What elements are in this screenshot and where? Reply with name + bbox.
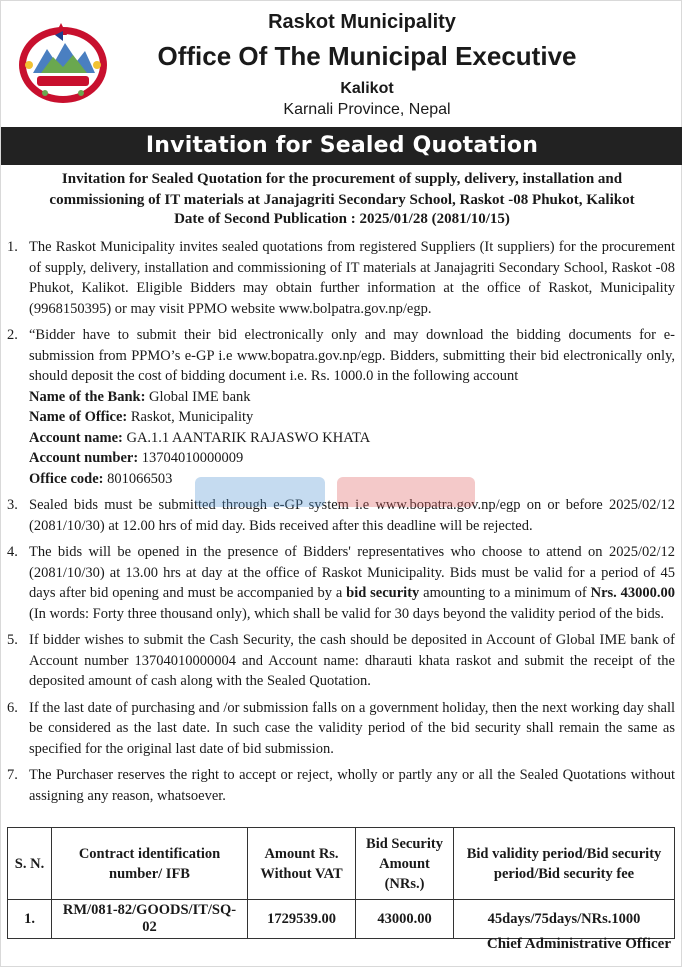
col-amount: Amount Rs. Without VAT <box>248 828 356 900</box>
col-validity: Bid validity period/Bid security period/Bid security fee <box>454 828 675 900</box>
signatory-title: Chief Administrative Officer <box>486 936 671 952</box>
notice-banner: Invitation for Sealed Quotation <box>1 127 682 165</box>
place-name: Kalikot <box>340 80 394 97</box>
notice-subtitle: Invitation for Sealed Quotation for the procurement of supply, delivery, installation and commissioning of IT materials at Janajagriti Secondary School, Raskot -08 Phukot, Kalikot <box>49 171 635 208</box>
clause-7: 7. The Purchaser reserves the right to accept or reject, wholly or partly any or all the Sealed Quotations without assigning any reason, whatsoever. <box>7 767 675 804</box>
bid-security-amount: Nrs. 43000.00 <box>590 585 675 601</box>
account-number-row: Account number: 13704010000009 <box>29 450 244 466</box>
publication-date: Date of Second Publication : 2025/01/28 (2081/10/15) <box>174 211 510 227</box>
table-row <box>8 900 675 939</box>
cell-bid-security: 43000.00 <box>356 900 454 939</box>
quotation-table <box>7 827 675 939</box>
account-details <box>29 387 675 490</box>
clause-5: 5. If bidder wishes to submit the Cash Security, the cash should be deposited in Account of Global IME bank of Account number 13704010000004 and Account name: dharauti khata raskot and submit the receipt of the deposited amount of cash along with the Sealed Quotation. <box>7 632 675 689</box>
cell-sn: 1. <box>8 900 52 939</box>
bank-name-row: Name of the Bank: Global IME bank <box>29 388 251 405</box>
account-name-row: Account name: GA.1.1 AANTARIK RAJASWO KHATA <box>29 429 371 446</box>
office-code-row: Office code: 801066503 <box>29 470 173 487</box>
clause-list <box>7 237 675 812</box>
municipality-name: Raskot Municipality <box>268 11 456 33</box>
province-name: Karnali Province, Nepal <box>283 101 451 118</box>
table-header-row <box>8 828 675 900</box>
header <box>1 1 682 127</box>
col-contract-id: Contract identification number/ IFB <box>52 828 248 900</box>
clause-2-text: “Bidder have to submit their bid electronically only and may download the bidding documents for e-submission from PPMO’s e-GP i.e www.bopatra.gov.np/egp. Bidders, submitting their bid electronically only, should deposit the cost of bidding document i.e. Rs. 1000.0 in the following account <box>29 327 675 384</box>
clause-1: 1. The Raskot Municipality invites sealed quotations from registered Suppliers (It suppliers) for the procurement of supply, delivery, installation and commissioning of IT materials at Janajagriti Secondary School, Raskot -08 Phukot, Kalikot. Eligible Bidders may obtain further information at the office of Raskot, Municipality (9968150395) or may visit PPMO website www.bolpatra.gov.np/egp. <box>7 239 675 317</box>
cell-contract-id: RM/081-82/GOODS/IT/SQ-02 <box>52 900 248 939</box>
office-name: Office Of The Municipal Executive <box>157 41 577 71</box>
cell-validity: 45days/75days/NRs.1000 <box>454 900 675 939</box>
clause-2: 2. “Bidder have to submit their bid electronically only and may download the bidding documents for e-submission from PPMO’s e-GP i.e www.bopatra.gov.np/egp. Bidders, submitting their bid electronically only, should deposit the cost of bidding document i.e. Rs. 1000.0 in the following account Name of the Bank: Global IME bank Name of Office: Raskot, Municipality Account name: GA.1.1 AANTARIK RAJASWO KHATA Account number: 13704010000009 Office code: 801066503 <box>7 325 675 489</box>
bid-security-term: bid security <box>346 585 420 601</box>
cell-amount: 1729539.00 <box>248 900 356 939</box>
col-bid-security: Bid Security Amount (NRs.) <box>356 828 454 900</box>
office-name-row: Name of Office: Raskot, Municipality <box>29 409 254 425</box>
clause-4: 4. The bids will be opened in the presence of Bidders' representatives who choose to attend on 2025/02/12 (2081/10/30) at 13.00 hrs at day at the office of Raskot Municipality. Bids must be valid for a period of 45 days after bid opening and must be accompanied by a bid security amounting to a minimum of Nrs. 43000.00 (In words: Forty three thousand only), which shall be valid for 30 days beyond the validity period of the bids. <box>7 544 675 622</box>
col-sn: S. N. <box>8 828 52 900</box>
clause-3: 3. Sealed bids must be submitted through e-GP system i.e www.bopatra.gov.np/egp on or before 2025/02/12 (2081/10/30) at 12.00 hrs of mid day. Bids received after this deadline will be rejected. <box>7 497 675 534</box>
clause-6: 6. If the last date of purchasing and /or submission falls on a government holiday, then the next working day shall be considered as the last date. In such case the validity period of the bid security shall remain the same as specified for the original last date of bid submission. <box>7 699 675 757</box>
